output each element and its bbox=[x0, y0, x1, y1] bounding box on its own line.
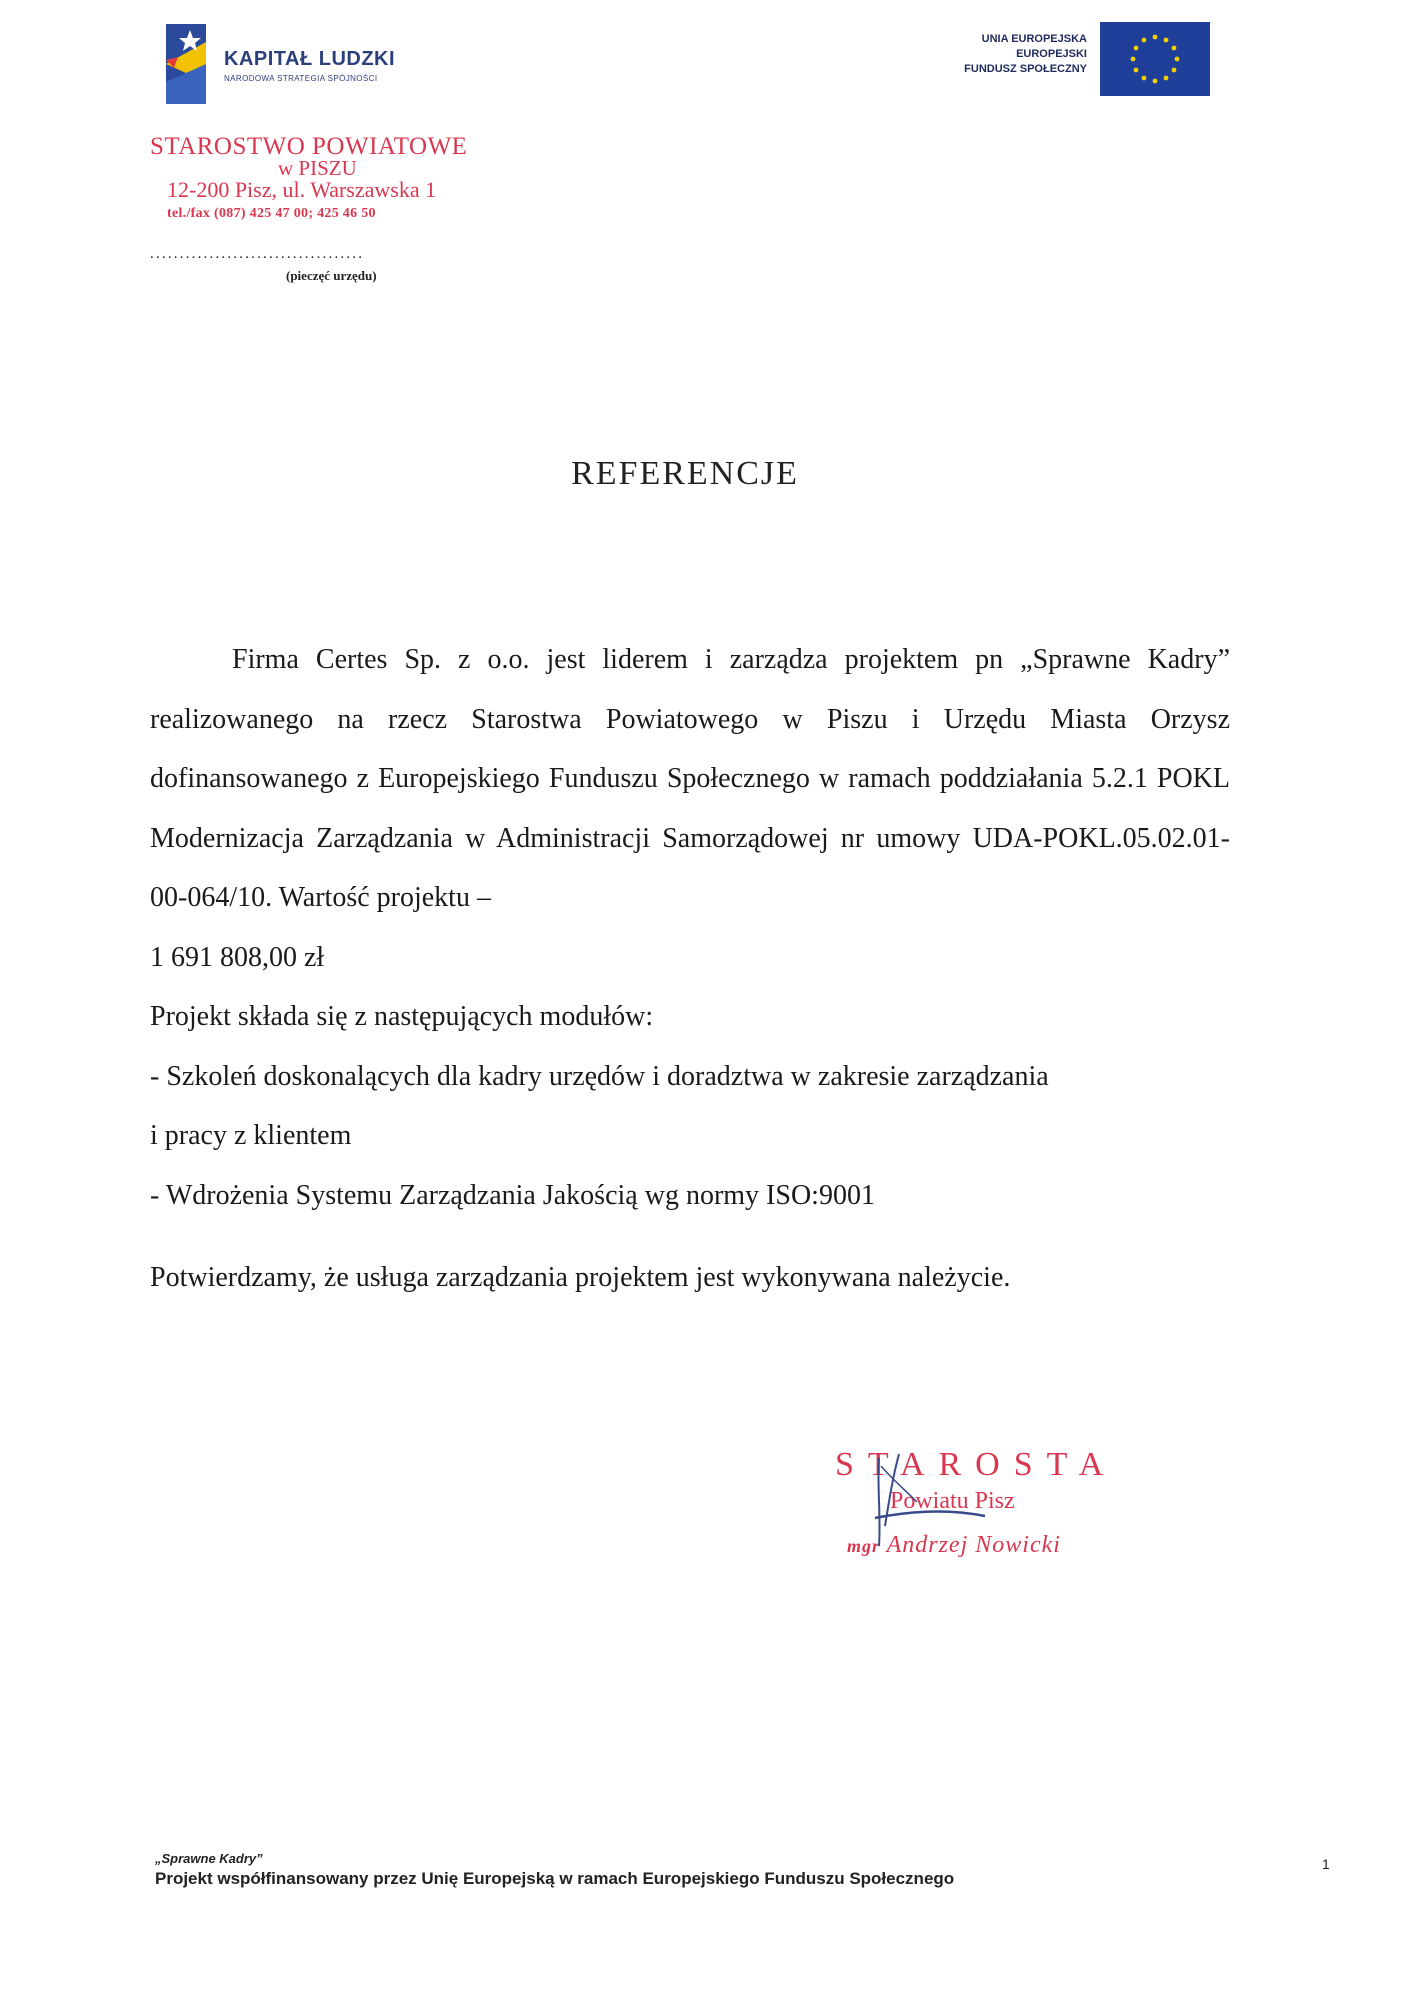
kapital-ludzki-logo bbox=[160, 24, 460, 104]
stamp-office-name: STAROSTWO POWIATOWE bbox=[150, 133, 468, 160]
signature-title: STAROSTA bbox=[835, 1446, 1118, 1483]
document-title: REFERENCJE bbox=[571, 455, 799, 492]
signature-name-prefix: mgr bbox=[847, 1536, 881, 1556]
eu-line-2: EUROPEJSKI bbox=[1016, 48, 1087, 60]
project-value: 1 691 808,00 zł bbox=[150, 941, 325, 973]
footer-project-name: „Sprawne Kadry” bbox=[155, 1851, 263, 1866]
eu-logo-text bbox=[964, 32, 1087, 77]
signature-subtitle: Powiatu Pisz bbox=[890, 1488, 1015, 1514]
page-footer bbox=[155, 1850, 954, 1890]
signature-name-text: Andrzej Nowicki bbox=[886, 1532, 1061, 1558]
kapital-ludzki-emblem-icon bbox=[160, 24, 216, 104]
eu-logo bbox=[920, 22, 1210, 98]
stamp-caption: (pieczęć urzędu) bbox=[286, 268, 377, 283]
kapital-ludzki-subtitle: NARODOWA STRATEGIA SPÓJNOŚCI bbox=[224, 74, 378, 83]
module-item-training: - Szkoleń doskonalących dla kadry urzędów i doradztwa w zakresie zarządzania bbox=[150, 1060, 1049, 1092]
eu-line-3: FUNDUSZ SPOŁECZNY bbox=[964, 63, 1087, 75]
signature-stamp bbox=[835, 1446, 1135, 1586]
document-body bbox=[150, 630, 1230, 1225]
stamp-phone: tel./fax (087) 425 47 00; 425 46 50 bbox=[167, 206, 376, 221]
module-item-training-cont: i pracy z klientem bbox=[150, 1120, 352, 1151]
confirmation-statement: Potwierdzamy, że usługa zarządzania projektem jest wykonywana należycie. bbox=[150, 1262, 1011, 1293]
page-number: 1 bbox=[1322, 1856, 1330, 1872]
modules-intro: Projekt składa się z następujących modułów: bbox=[150, 1001, 654, 1032]
handwritten-signature-icon bbox=[835, 1446, 1135, 1586]
stamp-dotted-line: .................................... bbox=[150, 246, 365, 262]
stamp-address: 12-200 Pisz, ul. Warszawska 1 bbox=[167, 177, 437, 202]
module-item-quality-system: - Wdrożenia Systemu Zarządzania Jakością wg normy ISO:9001 bbox=[150, 1179, 875, 1211]
body-paragraph: Firma Certes Sp. z o.o. jest liderem i zarządza projektem pn „Sprawne Kadry” realizowanego na rzecz Starostwa Powiatowego w Piszu i Urzędu Miasta Orzysz dofinansowanego z Europejskiego Funduszu Społecznego w ramach poddziałania 5.2.1 POKL Modernizacja Zarządzania w Administracji Samorządowej nr umowy UDA-POKL.05.02.01-00-064/10. Wartość projektu – bbox=[150, 644, 1230, 913]
eu-line-1: UNIA EUROPEJSKA bbox=[981, 33, 1087, 45]
kapital-ludzki-title: KAPITAŁ LUDZKI bbox=[224, 48, 396, 70]
stamp-office-town: w PISZU bbox=[278, 156, 357, 180]
footer-cofinance-note: Projekt współfinansowany przez Unię Europejską w ramach Europejskiego Funduszu Społecznego bbox=[155, 1869, 955, 1888]
office-stamp bbox=[150, 135, 510, 225]
eu-flag-icon bbox=[1100, 22, 1210, 96]
